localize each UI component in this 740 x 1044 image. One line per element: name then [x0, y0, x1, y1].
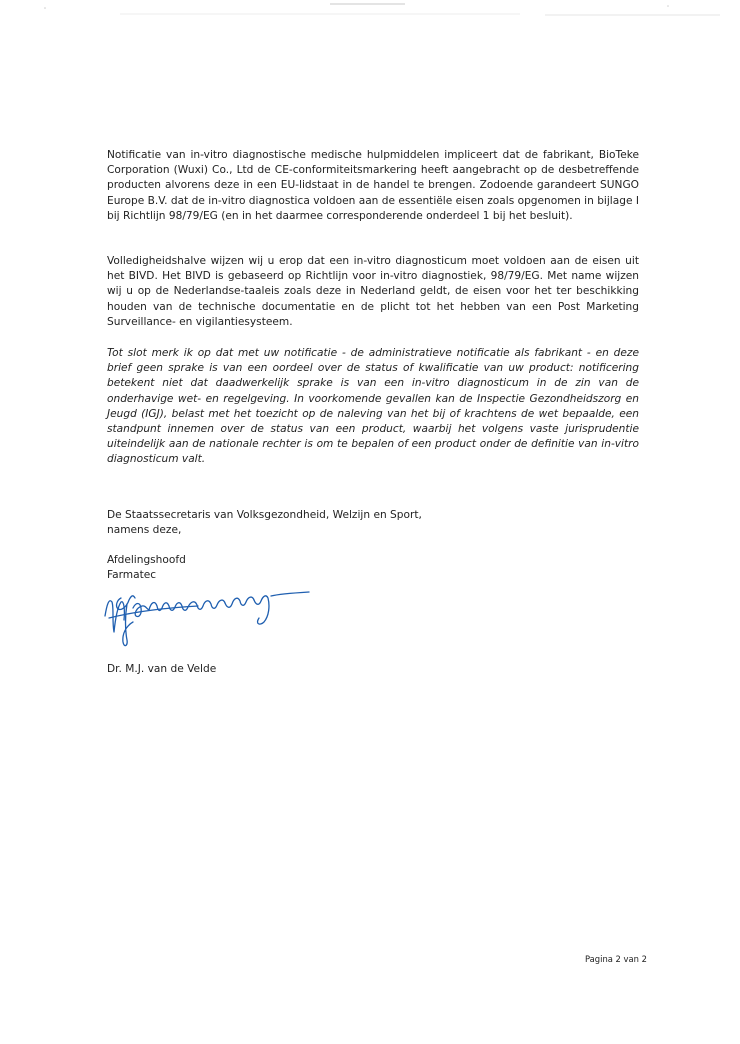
closing-line-1: De Staatssecretaris van Volksgezondheid, Welzijn en Sport,: [107, 509, 422, 521]
page-number: Pagina 2 van 2: [585, 954, 647, 964]
signer-name: Dr. M.J. van de Velde: [107, 663, 217, 675]
department-name: Farmatec: [107, 569, 157, 582]
department-title: Afdelingshoofd: [107, 554, 186, 566]
paragraph-text: Volledigheidshalve wijzen wij u erop dat een in-vitro diagnosticum moet voldoen aan de eisen uit het BIVD. Het BIVD is gebaseerd op Richtlijn voor in-vitro diagnostiek, 98/79/EG. Met name wijzen wij u op de Nederlandse-taaleis zoals deze in Nederland geldt, de eisen voor het ter beschikking houden van de technische documentatie en de plicht tot het hebben van een Post Marketing Surveillance- en vigilantiesysteem.: [107, 255, 639, 328]
paragraph-volledigheidshalve: [107, 254, 639, 330]
scan-artifact: [0, 0, 740, 28]
closing-line-2: namens deze,: [107, 524, 182, 537]
paragraph-text: Notificatie van in-vitro diagnostische medische hulpmiddelen impliceert dat de fabrikant, BioTeke Corporation (Wuxi) Co., Ltd de CE-conformiteitsmarkering heeft aangebracht op de desbetreffende producten alvorens deze in een EU-lidstaat in de handel te brengen. Zodoende garandeert SUNGO Europe B.V. dat de in-vitro diagnostica voldoen aan de essentiële eisen zoals opgenomen in bijlage I bij Richtlijn 98/79/EG (en in het daarmee corresponderende onderdeel 1 bij het besluit).: [107, 149, 639, 222]
handwritten-signature: [103, 582, 315, 654]
paragraph-text: Tot slot merk ik op dat met uw notificatie - de administratieve notificatie als fabrikant - en deze brief geen sprake is van een oordeel over de status of kwalificatie van uw product: notificering betekent niet dat daadwerkelijk sprake is van een in-vitro diagnosticum in de zin van de onderhavige wet- en regelgeving. In voorkomende gevallen kan de Inspectie Gezondheidszorg en Jeugd (IGJ), belast met het toezicht op de naleving van het bij of krachtens de wet bepaalde, een standpunt innemen over de status van een product, waarbij het volgens vaste jurisprudentie uiteindelijk aan de nationale rechter is om te bepalen of een product onder de definitie van in-vitro diagnosticum valt.: [107, 347, 639, 466]
paragraph-notificatie: [107, 148, 639, 224]
closing-block: [107, 508, 422, 538]
department-block: [107, 553, 186, 583]
paragraph-tot-slot: [107, 346, 639, 468]
